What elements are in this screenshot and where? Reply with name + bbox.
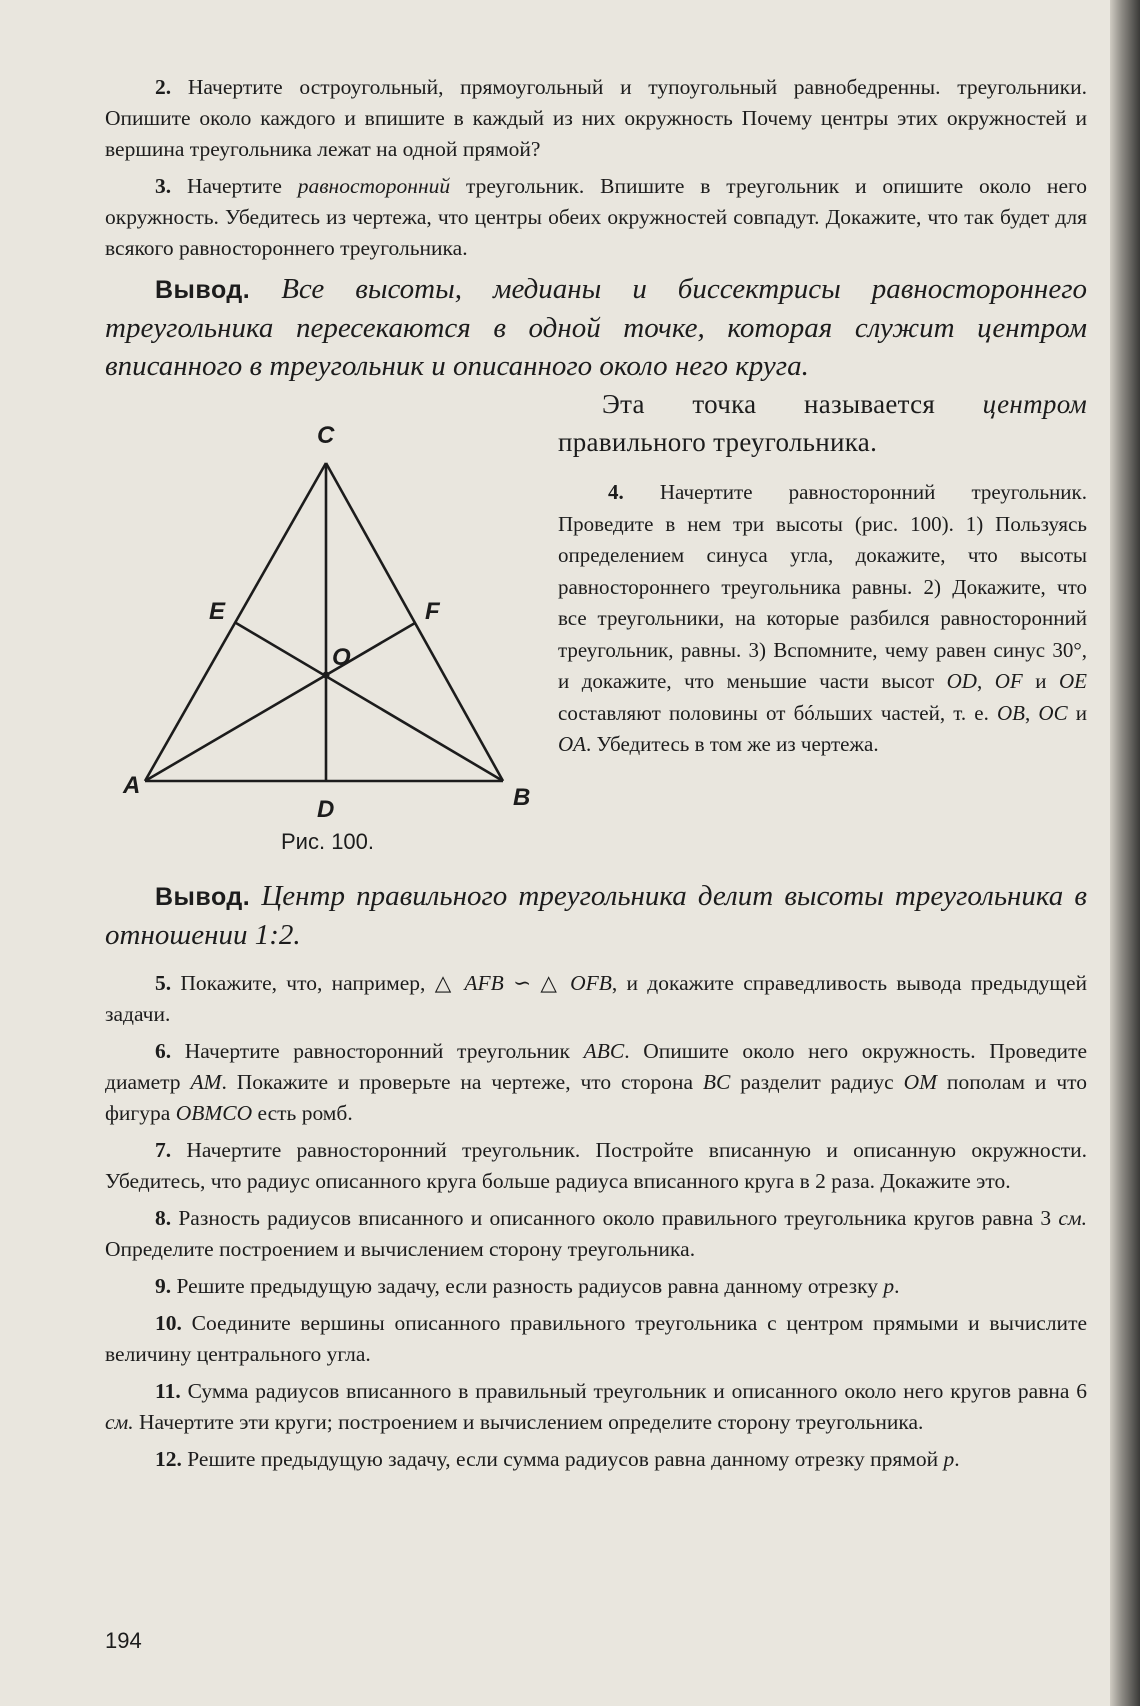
label-f: F [425,598,440,625]
figure-row [105,385,1087,867]
exercise-7: 7. Начертите равносторонний треугольник. Постройте вписанную и описанную окружности. Убедитесь, что радиус описанного круга больше радиуса вписанного круга в 2 раза. Докажите это. [105,1138,1087,1193]
exercise-4: 4. Начертите равносторонний треугольник. Проведите в нем три высоты (рис. 100). 1) Пользуясь определением синуса угла, докажите, что высоты равностороннего треугольника равны. 2) Докажите, что все треугольники, на которые разбился равносторонний треугольник, равны. 3) Вспомните, чему равен синус 30°, и докажите, что меньшие части высот OD, OF и OE составляют половины от бóльших частей, т. е. OB, OC и OA. Убедитесь в том же из чертежа. [558,480,1088,756]
exercise-10: 10. Соедините вершины описанного правильного треугольника с центром прямыми и вычислите величину центрального угла. [105,1311,1088,1366]
label-e: E [209,598,226,625]
label-b: B [513,784,531,811]
altitude-af [145,623,415,781]
right-column [558,385,1087,761]
page-content [105,72,1087,1481]
side-ac [145,463,326,781]
figure-100-equilateral-triangle [105,385,575,867]
side-bc [326,463,503,781]
center-definition: Эта точка называется центром правильного треугольника. [558,389,1087,457]
exercise-5: 5. Покажите, что, например, △ AFB ∽ △ OFB, и докажите справедливость вывода предыдущей задачи. [105,971,1088,1026]
figure-caption: Рис. 100. [281,829,375,854]
altitude-be [236,623,503,781]
conclusion-2: Вывод. Центр правильного треугольника делит высоты треугольника в отношении 1:2. [105,880,1088,951]
exercise-11: 11. Сумма радиусов вписанного в правильный треугольник и описанного около него кругов равна 6 см. Начертите эти круги; построением и вычислением определите сторону треугольника. [105,1379,1087,1434]
exercise-8: 8. Разность радиусов вписанного и описанного около правильного треугольника кругов равна 3 см. Определите построением и вычислением сторону треугольника. [105,1206,1088,1261]
label-d: D [317,796,335,823]
exercise-9: 9. Решите предыдущую задачу, если разность радиусов равна данному отрезку p. [155,1274,900,1298]
exercise-3: 3. Начертите равносторонний треугольник. Впишите в треугольник и опишите около него окружность. Убедитесь из чертежа, что центры обеих окружностей совпадут. Докажите, что так будет для всякого равностороннего треугольника. [105,174,1088,260]
center-point [323,672,330,679]
label-a: A [123,772,141,799]
exercise-2: 2. Начертите остроугольный, прямоугольный и тупоугольный равнобедренны. треугольники. Опишите около каждого и впишите в каждый из них окружность Почему центры этих окружностей и вершина треугольника лежат на одной прямой? [105,75,1087,161]
label-o: O [332,644,351,671]
exercise-6: 6. Начертите равносторонний треугольник ABC. Опишите около него окружность. Проведите диаметр AM. Покажите и проверьте на чертеже, что сторона BC разделит радиус OM пополам и что фигура OBMCO есть ромб. [105,1039,1088,1125]
book-spine-shadow [1110,0,1140,1706]
conclusion-1: Вывод. Все высоты, медианы и биссектрисы равностороннего треугольника пересекаются в одной точке, которая служит центром вписанного в треугольник и описанного около него круга. [105,273,1088,382]
page-number: 194 [105,1628,142,1653]
label-c: C [317,422,335,449]
exercise-12: 12. Решите предыдущую задачу, если сумма радиусов равна данному отрезку прямой p. [155,1447,960,1471]
